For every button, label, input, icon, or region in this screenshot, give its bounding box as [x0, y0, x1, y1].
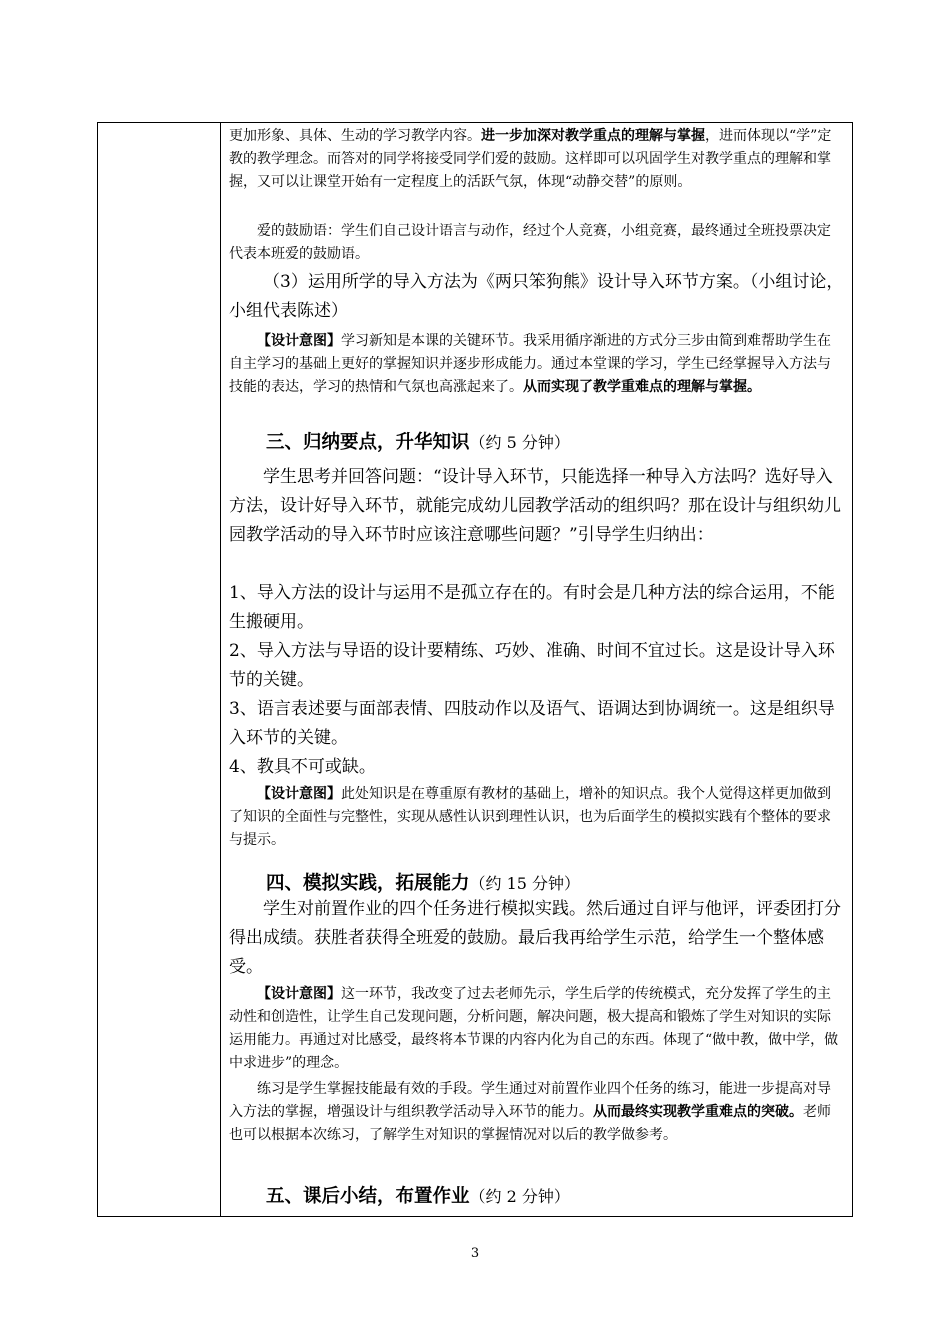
lesson-plan-table [97, 122, 853, 1217]
section-heading-3 [229, 429, 844, 457]
paragraph-design-intent-2 [229, 783, 844, 852]
heading-3-duration: （约 5 分钟） [469, 433, 570, 452]
p9-text-cont: 老师也可以根据本次练习，了解学生对知识的掌握情况对以后的教学做参考。 [229, 1104, 831, 1143]
list-item-1: 1、导入方法的设计与运用不是孤立存在的。有时会是几种方法的综合运用，不能生搬硬用。 [229, 583, 835, 632]
paragraph-1 [229, 125, 844, 194]
paragraph-encouragement: 爱的鼓励语：学生们自己设计语言与动作，经过个人竞赛，小组竞赛，最终通过全班投票决定代表本班爱的鼓励语。 [229, 223, 831, 262]
p1-text: 更加形象、具体、生动的学习教学内容。 [229, 128, 481, 144]
p1-text-cont: ，进而体现以“学”定教的教学理念。而答对的同学将接受同学们爱的鼓励。这样即可以巩固学生对教学重点的理解和掌握，又可以让课堂开始有一定程度上的活跃气氛，体现“动静交替”的原则。 [229, 128, 832, 190]
design-intent-tag: 【设计意图】 [257, 986, 341, 1002]
paragraph-questions: 学生思考并回答问题：“设计导入环节，只能选择一种导入方法吗？选好导入方法，设计好导入环节，就能完成幼儿园教学活动的组织吗？那在设计与组织幼儿园教学活动的导入环节时应该注意哪些问题？”引导学生归纳出： [229, 467, 841, 545]
design-intent-tag: 【设计意图】 [257, 786, 341, 802]
paragraph-design-intent-1 [229, 330, 844, 399]
paragraph-task-3: （3）运用所学的导入方法为《两只笨狗熊》设计导入环节方案。（小组讨论，小组代表陈述） [229, 272, 844, 321]
page-number: 3 [470, 1246, 480, 1261]
p6-text: 此处知识是在尊重原有教材的基础上，增补的知识点。我个人觉得这样更加做到了知识的全面性与完整性，实现从感性认识到理性认识，也为后面学生的模拟实践有个整体的要求与提示。 [229, 786, 831, 848]
p9-text: 练习是学生掌握技能最有效的手段。学生通过对前置作业四个任务的练习，能进一步提高对导入方法的掌握，增强设计与组织教学活动导入环节的能力。 [229, 1081, 831, 1120]
p9-bold: 从而最终实现教学重难点的突破。 [593, 1104, 803, 1120]
p4-bold: 从而实现了教学重难点的理解与掌握。 [523, 379, 761, 395]
list-item-4: 4、教具不可或缺。 [229, 757, 376, 777]
design-intent-tag: 【设计意图】 [257, 333, 341, 349]
heading-4-duration: （约 15 分钟） [469, 874, 581, 893]
table-left-column [98, 123, 221, 1216]
list-item-2: 2、导入方法与导语的设计要精练、巧妙、准确、时间不宜过长。这是设计导入环节的关键。 [229, 641, 835, 690]
paragraph-practice: 学生对前置作业的四个任务进行模拟实践。然后通过自评与他评，评委团打分得出成绩。获胜者获得全班爱的鼓励。最后我再给学生示范，给学生一个整体感受。 [229, 899, 841, 977]
paragraph-exercise [229, 1078, 844, 1147]
section-heading-4 [229, 870, 844, 898]
list-item-3: 3、语言表述要与面部表情、四肢动作以及语气、语调达到协调统一。这是组织导入环节的关键。 [229, 699, 835, 748]
heading-5-duration: （约 2 分钟） [469, 1187, 570, 1206]
p1-bold: 进一步加深对教学重点的理解与掌握 [481, 128, 705, 144]
paragraph-design-intent-3 [229, 983, 844, 1075]
heading-3-title: 三、归纳要点，升华知识 [266, 432, 470, 453]
heading-5-title: 五、课后小结，布置作业 [266, 1186, 470, 1207]
heading-4-title: 四、模拟实践，拓展能力 [266, 873, 470, 894]
p8-text: 这一环节，我改变了过去老师先示，学生后学的传统模式，充分发挥了学生的主动性和创造性，让学生自己发现问题，分析问题，解决问题，极大提高和锻炼了学生对知识的实际运用能力。再通过对比感受，最终将本节课的内容内化为自己的东西。体现了“做中教，做中学，做中求进步”的理念。 [229, 986, 839, 1071]
section-heading-5 [229, 1183, 844, 1211]
table-content-cell [221, 123, 852, 1216]
p4-text: 学习新知是本课的关键环节。我采用循序渐进的方式分三步由简到难帮助学生在自主学习的基础上更好的掌握知识并逐步形成能力。通过本堂课的学习，学生已经掌握导入方法与技能的表达，学习的热情和气氛也高涨起来了。 [229, 333, 831, 395]
